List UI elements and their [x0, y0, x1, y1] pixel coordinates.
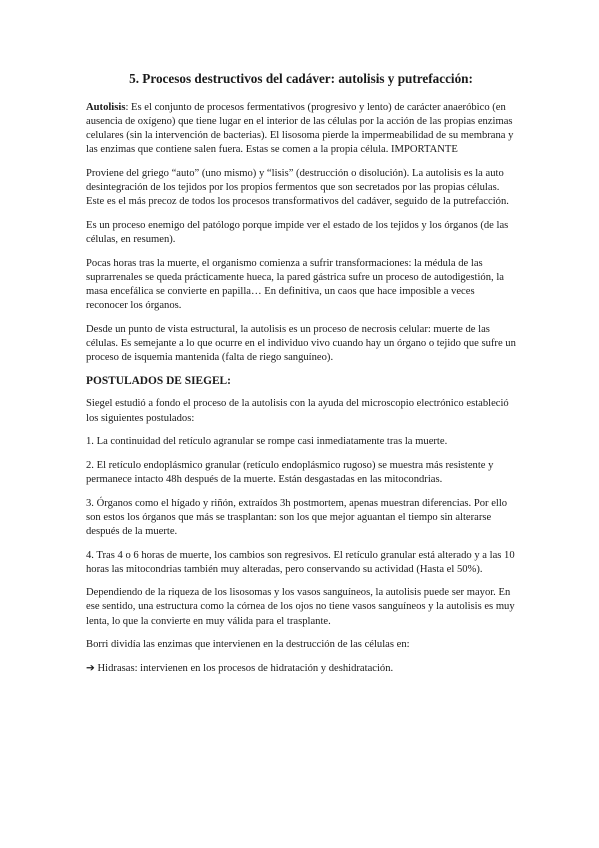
postulate-item: 4. Tras 4 o 6 horas de muerte, los cambios son regresivos. El retículo granular está alterado y a las 10 horas las mitocondrias también muy alteradas, pero conservando su actividad (Hasta el 50%). [86, 549, 515, 575]
section-title: 5. Procesos destructivos del cadáver: autolisis y putrefacción: [129, 71, 473, 86]
paragraph-borri: Borri dividía las enzimas que intervienen en la destrucción de las células en: [86, 639, 410, 651]
siegel-intro: Siegel estudió a fondo el proceso de la autolisis con la ayuda del microscopio electrónico estableció los siguientes postulados: [86, 398, 509, 424]
autolisis-term: Autolisis [86, 102, 126, 113]
autolisis-definition [86, 101, 516, 157]
paragraph-pathologist: Es un proceso enemigo del patólogo porque impide ver el estado de los tejidos y los órganos (de las células, en resumen). [86, 219, 509, 245]
paragraph-origin: Proviene del griego “auto” (uno mismo) y “lisis” (destrucción o disolución). La autolisis es la auto desintegración de los tejidos por los propios fermentos que son secretados por las propias células. Este es el más precoz de todos los procesos transformativos del cadáver, seguido de la putrefacción. [86, 167, 509, 208]
siegel-heading: POSTULADOS DE SIEGEL: [86, 375, 231, 388]
autolisis-definition-text: : Es el conjunto de procesos fermentativos (progresivo y lento) de carácter anaeróbico (en ausencia de oxígeno) que tiene lugar en el interior de las células por la acción de las propias enzimas celulares (sin la intervención de bacterias). El lisosoma pierde la impermeabilidad de su membrana y las enzimas que contiene salen fuera. Estas se comen a la propia célula. IMPORTANTE [86, 102, 514, 156]
paragraph-transformations: Pocas horas tras la muerte, el organismo comienza a sufrir transformaciones: la médula de las suprarrenales se queda prácticamente hueca, la pared gástrica sufre un proceso de autodigestión, la masa encefálica se convierte en papilla… En definitiva, un caos que hace imposible a veces reconocer los órganos. [86, 257, 504, 311]
postulate-item: 3. Órganos como el hígado y riñón, extraídos 3h postmortem, apenas muestran diferencias. Por ello son estos los órganos que más se trasplantan: son los que mejor aguantan el tiempo sin alterarse después de la muerte. [86, 497, 508, 537]
postulate-item: 1. La continuidad del retículo agranular se rompe casi inmediatamente tras la muerte. [86, 436, 448, 448]
document-page [86, 70, 516, 686]
paragraph-lysosomes: Dependiendo de la riqueza de los lisosomas y los vasos sanguíneos, la autolisis puede ser mayor. En ese sentido, una estructura como la córnea de los ojos no tiene vasos sanguíneos y la autolisis es muy lenta, lo que la convierte en muy válida para el trasplante. [86, 587, 515, 627]
list-item-hidrasas: ➔ Hidrasas: intervienen en los procesos de hidratación y deshidratación. [86, 662, 394, 674]
paragraph-structural: Desde un punto de vista estructural, la autolisis es un proceso de necrosis celular: muerte de las células. Es semejante a lo que ocurre en el individuo vivo cuando hay un órgano o tejido que sufre un proceso de isquemia mantenida (falta de riego sanguíneo). [86, 323, 516, 363]
postulate-item: 2. El retículo endoplásmico granular (retículo endoplásmico rugoso) se muestra más resistente y permanece intacto 48h después de la muerte. Están desgastadas en las mitocondrias. [86, 459, 494, 486]
